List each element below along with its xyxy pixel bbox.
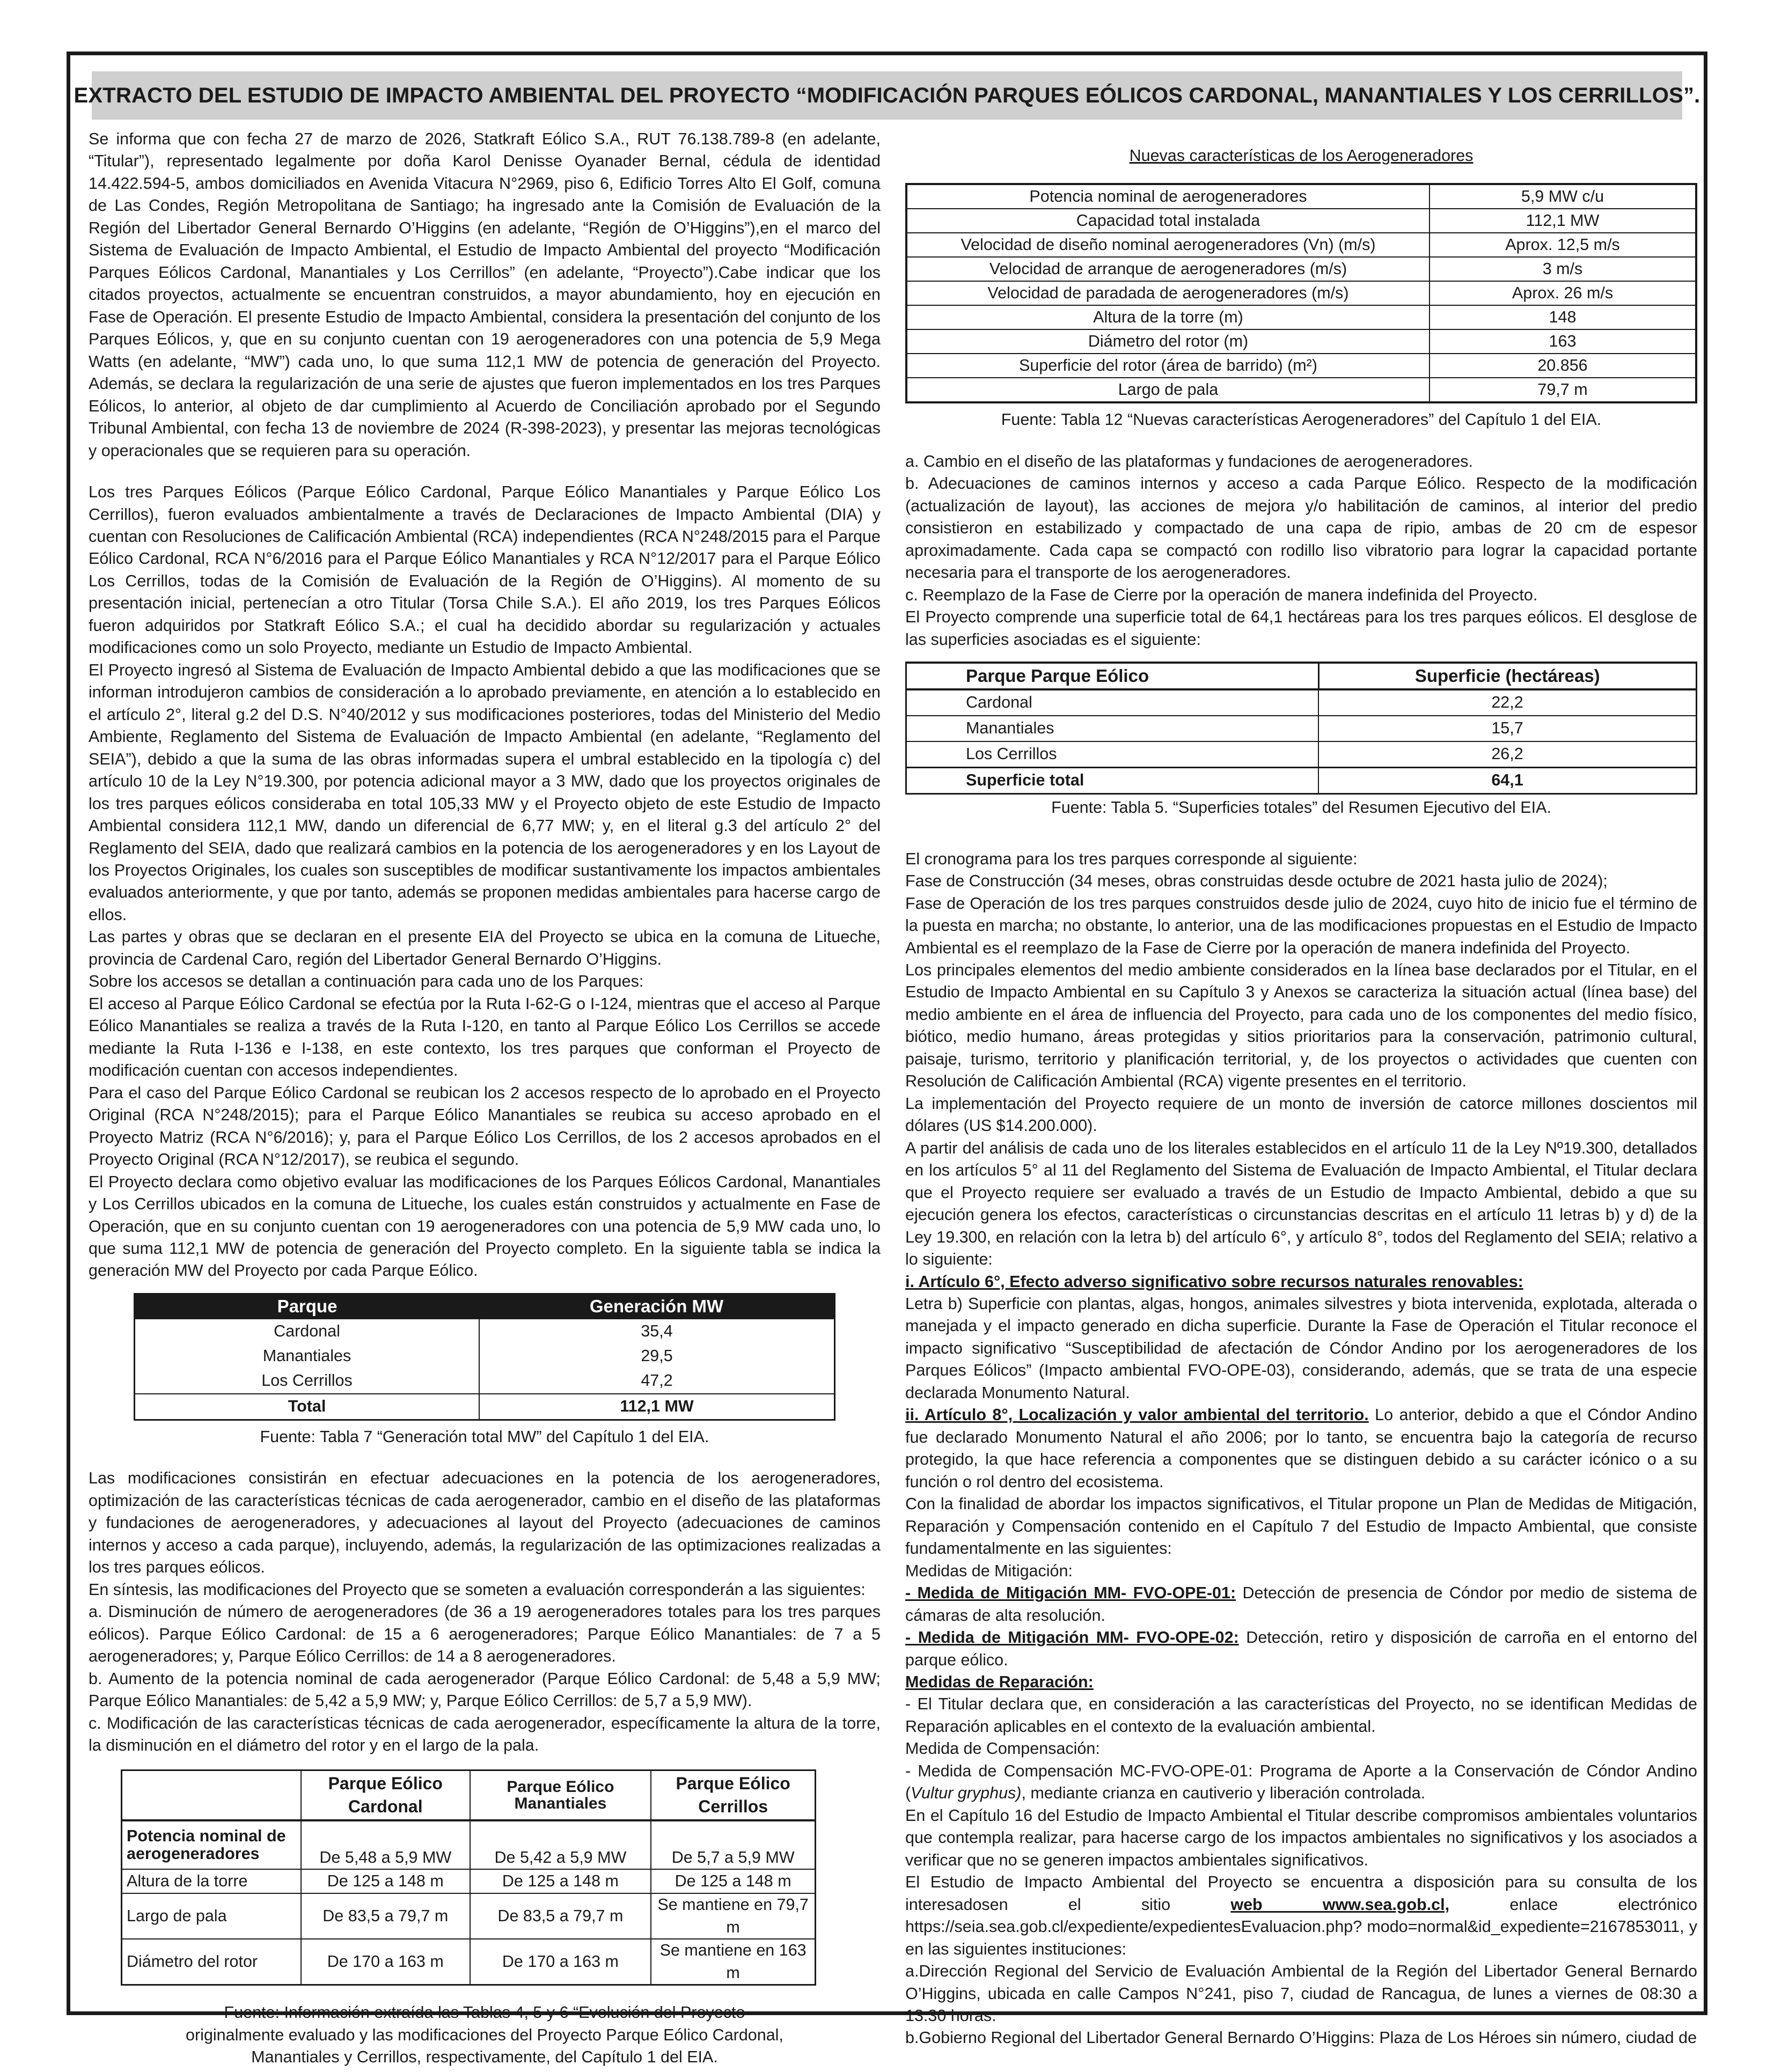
surface-value: 26,2 (1318, 741, 1697, 768)
generation-value: 47,2 (479, 1369, 835, 1394)
surface-table-caption: Fuente: Tabla 5. “Superficies totales” del Resumen Ejecutivo del EIA. (1051, 798, 1551, 817)
availability-text-c: enlace electrónico https://seia.sea.gob.cl/expediente/expedientesEvaluacion.php? modo=normal&id_expediente=2167853011, y en las siguientes instituciones: (905, 1895, 1697, 1958)
table-row (122, 1820, 816, 1869)
heading-reparation: Medidas de Reparación: (905, 1672, 1094, 1691)
features-table-caption: Fuente: Tabla 12 “Nuevas características Aerogeneradores” del Capítulo 1 del EIA. (1001, 410, 1602, 429)
paragraph-mod-b: b. Aumento de la potencia nominal de cada aerogenerador (Parque Eólico Cardonal: de 5,48 a 5,9 MW; Parque Eólico Manantiales: de 5,42 a 5,9 MW; y, Parque Eólico Cerrillos: de 5,7 a 5,9 MW). (89, 1669, 881, 1710)
feature-label: Diámetro del rotor (m) (906, 329, 1430, 354)
feature-value: 20.856 (1430, 354, 1696, 378)
comparison-cell: De 83,5 a 79,7 m (301, 1893, 470, 1939)
paragraph-letter-b: Letra b) Superficie con plantas, algas, hongos, animales silvestres y biota intervenida, explotada, alterada o manejada y el impacto generado en dicha superficie. Durante la Fase de Operación el Titular reconoce el impacto significativo “Susceptibilidad de afectación de Cóndor Andino por los aerogeneradores de los Parques Eólicos” (Impacto ambiental FVO-OPE-03), considerando, además, que se trata de una especie declarada Monumento Natural. (905, 1295, 1697, 1402)
paragraph-institution-a: a.Dirección Regional del Servicio de Evaluación Ambiental de la Región del Libertador General Bernardo O’Higgins, ubicada en calle Campos N°241, piso 7, ciudad de Rancagua, de lunes a viernes de 08:30 a 13:30 horas. (905, 1962, 1697, 2025)
right-column (905, 128, 1697, 2047)
paragraph-intro: Se informa que con fecha 27 de marzo de 2026, Statkraft Eólico S.A., RUT 76.138.789-8 (en adelante, “Titular”), representado legalmente por doña Karol Denisse Oyanader Bernal, cédula de identidad 14.422.594-5, ambos domiciliados en Avenida Vitacura N°2969, piso 6, Edificio Torres Alto El Golf, comuna de Las Condes, Región Metropolitana de Santiago; ha ingresado ante la Comisión de Evaluación de la Región del Libertador General Bernardo O’Higgins (en adelante, “Región de O’Higgins”),en el marco del Sistema de Evaluación de Impacto Ambiental, el Estudio de Impacto Ambiental del proyecto “Modificación Parques Eólicos Cardonal, Manantiales y Los Cerrillos” (en adelante, “Proyecto”).Cabe indicar que los citados proyectos, actualmente se encuentran construidos, a mayor abundamiento, hoy en ejecución en Fase de Operación. El presente Estudio de Impacto Ambiental, considera la presentación del conjunto de los Parques Eólicos, y, que en su conjunto cuentan con 19 aerogeneradores con una potencia de 5,9 Mega Watts (en adelante, “MW”) cada uno, lo que suma 112,1 MW de potencia de generación del Proyecto. Además, se declara la regularización de una serie de ajustes que fueron implementados en los tres Parques Eólicos, lo anterior, al objeto de dar cumplimiento al Acuerdo de Conciliación aprobado por el Segundo Tribunal Ambiental, con fecha 13 de noviembre de 2024 (R-398-2023), y presentar las mejoras tecnológicas y operacionales que se requieren para su operación. (89, 130, 881, 460)
surface-header-hectares: Superficie (hectáreas) (1318, 663, 1697, 689)
feature-value: 79,7 m (1430, 378, 1696, 402)
table-row (906, 354, 1696, 378)
paragraph-reparation: - El Titular declara que, en consideración a las características del Proyecto, no se identifican Medidas de Reparación aplicables en el contexto de la evaluación ambiental. (905, 1695, 1697, 1736)
comparison-caption-line-2: originalmente evaluado y las modificaciones del Proyecto Parque Eólico Cardonal, (186, 2025, 783, 2044)
comparison-cell: De 125 a 148 m (301, 1869, 470, 1893)
paragraph-access-routes: El acceso al Parque Eólico Cardonal se efectúa por la Ruta I-62-G o I-124, mientras que el acceso al Parque Eólico Manantiales se realiza a través de la Ruta I-120, en tanto al Parque Eólico Los Cerrillos se accede mediante la Ruta I-136 e I-138, en este contexto, los tres parques que conforman el Proyecto de modificación cuentan con accesos independientes. (89, 994, 881, 1080)
notice-title: EXTRACTO DEL ESTUDIO DE IMPACTO AMBIENTAL DEL PROYECTO “MODIFICACIÓN PARQUES EÓLICOS CARDONAL, MANANTIALES Y LOS CERRILLOS”. (92, 71, 1682, 120)
feature-label: Velocidad de diseño nominal aerogeneradores (Vn) (m/s) (906, 233, 1430, 257)
feature-label: Velocidad de arranque de aerogeneradores (m/s) (906, 257, 1430, 281)
features-table-title: Nuevas características de los Aerogeneradores (1129, 146, 1474, 165)
feature-label: Largo de pala (906, 378, 1430, 402)
sea-website-link[interactable]: web www.sea.gob.cl, (1230, 1895, 1450, 1914)
table-row (906, 741, 1697, 768)
paragraph-access-relocation: Para el caso del Parque Eólico Cardonal se reubican los 2 accesos respecto de lo aprobado en el Proyecto Original (RCA N°248/2015); para el Parque Eólico Manantiales se reubica su acceso aprobado en el Proyecto Matriz (RCA N°6/2016); y, para el Parque Eólico Los Cerrillos, de los 2 accesos aprobados en el Proyecto Original (RCA N°12/2017), se reubica el segundo. (89, 1083, 881, 1169)
table-row (135, 1319, 835, 1344)
feature-label: Capacidad total instalada (906, 209, 1430, 233)
paragraph-institution-b: b.Gobierno Regional del Libertador General Bernardo O’Higgins: Plaza de Los Héroes sin número, ciudad de (905, 2029, 1697, 2047)
table-row (906, 329, 1696, 354)
paragraph-measures-plan: Con la finalidad de abordar los impactos significativos, el Titular propone un Plan de Medidas de Mitigación, Reparación y Compensación contenido en el Capítulo 7 del Estudio de Impacto Ambiental, que consiste fundamentalmente en las siguientes: (905, 1495, 1697, 1558)
mitigation-1-text: Detección de presencia de Cóndor por medio de sistema de cámaras de alta resolución. (905, 1584, 1697, 1625)
generation-value: 29,5 (479, 1344, 835, 1369)
generation-table-caption: Fuente: Tabla 7 “Generación total MW” del Capítulo 1 del EIA. (260, 1427, 709, 1446)
table-row (135, 1369, 835, 1394)
left-column (89, 128, 881, 2066)
comparison-row-label: Diámetro del rotor (122, 1939, 302, 1985)
comparison-caption-line-3: Manantiales y Cerrillos, respectivamente, del Capítulo 1 del EIA. (251, 2047, 718, 2066)
features-table (905, 183, 1697, 403)
surface-total-value: 64,1 (1318, 768, 1697, 794)
table-row-total (135, 1394, 835, 1420)
surface-park: Los Cerrillos (906, 741, 1319, 768)
compensation-text-c: , mediante crianza en cautiverio y liberación controlada. (1021, 1784, 1426, 1803)
paragraph-mitigation-1 (905, 1582, 1697, 1627)
paragraph-mod-platforms: a. Cambio en el diseño de las plataformas y fundaciones de aerogeneradores. (905, 452, 1473, 471)
feature-value: 163 (1430, 329, 1696, 354)
paragraph-availability (905, 1871, 1697, 1960)
surface-park: Manantiales (906, 716, 1319, 741)
table-row (906, 184, 1696, 209)
mitigation-2-label: - Medida de Mitigación MM- FVO-OPE-02: (905, 1628, 1239, 1647)
generation-value: 35,4 (479, 1319, 835, 1344)
paragraph-construction-phase: Fase de Construcción (34 meses, obras construidas desde octubre de 2021 hasta julio de 2024); (905, 872, 1608, 891)
paragraph-operation-phase: Fase de Operación de los tres parques construidos desde julio de 2024, cuyo hito de inicio fue el término de la puesta en marcha; no obstante, lo anterior, una de las modificaciones propuestas en el Estudio de Impacto Ambiental es el reemplazo de la Fase de Cierre por la operación de manera indefinida del Proyecto. (905, 894, 1697, 957)
comparison-table (121, 1769, 816, 1986)
comparison-cell: De 5,42 a 5,9 MW (470, 1820, 651, 1869)
table-row (906, 689, 1697, 716)
comparison-row-label: Altura de la torre (122, 1869, 302, 1893)
generation-total-value: 112,1 MW (479, 1394, 835, 1420)
feature-value: Aprox. 12,5 m/s (1430, 233, 1696, 257)
comparison-cell: Se mantiene en 163 m (651, 1939, 815, 1985)
paragraph-objective: El Proyecto declara como objetivo evaluar las modificaciones de los Parques Eólicos Cardonal, Manantiales y Los Cerrillos ubicados en la comuna de Litueche, los cuales están construidos y actualmente en Fase de Operación, que en su conjunto cuentan con 19 aerogeneradores con una potencia de 5,9 MW cada uno, lo que suma 112,1 MW de potencia de generación del Proyecto completo. En la siguiente tabla se indica la generación MW del Proyecto por cada Parque Eólico. (89, 1172, 881, 1280)
generation-header-mw: Generación MW (479, 1294, 835, 1319)
generation-park: Manantiales (135, 1344, 480, 1369)
comparison-table-caption (89, 2002, 881, 2068)
comparison-cell: De 5,7 a 5,9 MW (651, 1820, 815, 1869)
table-row (906, 209, 1696, 233)
feature-value: 148 (1430, 305, 1696, 329)
table-row (122, 1893, 816, 1939)
paragraph-surface: El Proyecto comprende una superficie total de 64,1 hectáreas para los tres parques eólicos. El desglose de las superficies asociadas es el siguiente: (905, 608, 1697, 649)
surface-table (905, 662, 1697, 795)
paragraph-mod-a: a. Disminución de número de aerogeneradores (de 36 a 19 aerogeneradores totales para los tres parques eólicos). Parque Eólico Cardonal: de 15 a 6 aerogeneradores; Parque Eólico Manantiales: de 7 a 5 aerogeneradores; y, Parque Eólico Cerrillos: de 14 a 8 aerogeneradores. (89, 1603, 881, 1666)
table-row (906, 305, 1696, 329)
paragraph-schedule: El cronograma para los tres parques corresponde al siguiente: (905, 849, 1358, 868)
comparison-corner (122, 1770, 302, 1821)
comparison-cell: De 5,48 a 5,9 MW (301, 1820, 470, 1869)
paragraph-compensation (905, 1760, 1697, 1805)
comparison-cell: De 125 a 148 m (470, 1869, 651, 1893)
heading-article-6: i. Artículo 6°, Efecto adverso significativo sobre recursos naturales renovables: (905, 1272, 1523, 1291)
notice-frame (67, 52, 1707, 2066)
table-row (122, 1869, 816, 1893)
feature-label: Potencia nominal de aerogeneradores (906, 184, 1430, 209)
paragraph-mod-roads: b. Adecuaciones de caminos internos y acceso a cada Parque Eólico. Respecto de la modificación (actualización de layout), las acciones de mejora y/o habilitación de caminos, al interior del predio consistieron en estabilizado y compactado de una capa de ripio, ambas de 20 cm de espesor aproximadamente. Cada capa se compactó con rodillo liso vibratorio para lograr la capacidad portante necesaria para el transporte de los aerogeneradores. (905, 474, 1697, 582)
generation-header-park: Parque (135, 1294, 480, 1319)
table-row (906, 716, 1697, 741)
label-mitigation: Medidas de Mitigación: (905, 1561, 1073, 1580)
paragraph-article-11: A partir del análisis de cada uno de los literales establecidos en el artículo 11 de la Ley Nº19.300, detallados en los artículos 5° al 11 del Reglamento del Sistema de Evaluación de Impacto Ambiental, el Titular declara que el Proyecto requiere ser evaluado a través de un Estudio de Impacto Ambiental, debido a que su ejecución genera los efectos, características o circunstancias descritas en el artículo 11 letras b) y d) de la Ley 19.300, en relación con la letra b) del artículo 6°, y artículo 8°, todos del Reglamento del SEIA; relativo a lo siguiente: (905, 1138, 1697, 1269)
compensation-species: Vultur gryphus) (911, 1784, 1022, 1803)
paragraph-investment: La implementación del Proyecto requiere de un monto de inversión de catorce millones doscientos mil dólares (US $14.200.000). (905, 1094, 1697, 1135)
mitigation-2-text: Detección, retiro y disposición de carroña en el entorno del parque eólico. (905, 1628, 1697, 1669)
availability-text-a: El Estudio de Impacto Ambiental del Proyecto se encuentra a disposición para su consulta de los interesadosen el sitio (905, 1873, 1697, 1914)
table-row (906, 281, 1696, 305)
table-row (122, 1939, 816, 1985)
comparison-row-label: Largo de pala (122, 1893, 302, 1939)
paragraph-modifications: Las modificaciones consistirán en efectuar adecuaciones en la potencia de los aerogeneradores, optimización de las características técnicas de cada aerogenerador, cambio en el diseño de las plataformas y fundaciones de aerogeneradores, y adecuaciones al layout del Proyecto (adecuaciones de caminos internos y acceso a cada parque), incluyendo, además, la regularización de las optimizaciones realizadas a los tres parques eólicos. (89, 1469, 881, 1577)
table-row (906, 233, 1696, 257)
feature-label: Altura de la torre (m) (906, 305, 1430, 329)
feature-label: Velocidad de paradada de aerogeneradores (m/s) (906, 281, 1430, 305)
surface-park: Cardonal (906, 689, 1319, 716)
article-8-text: Lo anterior, debido a que el Cóndor Andino fue declarado Monumento Natural el año 2006; por lo tanto, se encuentra bajo la categoría de recurso protegido, la que hace referencia a componentes que se distinguen debido a su carácter icónico o a su función o rol dentro del ecosistema. (905, 1406, 1697, 1491)
comparison-cell: De 83,5 a 79,7 m (470, 1893, 651, 1939)
generation-table (134, 1293, 835, 1421)
paragraph-location: Las partes y obras que se declaran en el presente EIA del Proyecto se ubica en la comuna de Litueche, provincia de Cardenal Caro, región del Libertador General Bernardo O’Higgins. (89, 928, 881, 968)
paragraph-voluntary-commitments: En el Capítulo 16 del Estudio de Impacto Ambiental el Titular describe compromisos ambientales voluntarios que contempla realizar, para hacerse cargo de los impactos ambientales no significativos y los asociados a verificar que no se generen impactos ambientales significativos. (905, 1806, 1697, 1869)
surface-header-park: Parque Parque Eólico (906, 663, 1319, 689)
table-row (135, 1344, 835, 1369)
comparison-header-cardonal: Parque Eólico Cardonal (301, 1770, 470, 1821)
surface-value: 22,2 (1318, 689, 1697, 716)
paragraph-background: Los tres Parques Eólicos (Parque Eólico Cardonal, Parque Eólico Manantiales y Parque Eólico Los Cerrillos), fueron evaluados ambientalmente a través de Declaraciones de Impacto Ambiental (DIA) y cuentan con Resoluciones de Calificación Ambiental (RCA) independientes (RCA N°248/2015 para el Parque Eólico Cardonal, RCA N°6/2016 para el Parque Eólico Manantiales y RCA N°12/2017 para el Parque Eólico Los Cerrillos, todas de la Comisión de Evaluación de la Región de O’Higgins). Al momento de su presentación inicial, pertenecían a otro Titular (Torsa Chile S.A.). El año 2019, los tres Parques Eólicos fueron adquiridos por Statkraft Eólico S.A.; el cual ha decidido abordar su regularización y actuales modificaciones como un solo Proyecto, mediante un Estudio de Impacto Ambiental. (89, 483, 881, 657)
paragraph-seia-entry: El Proyecto ingresó al Sistema de Evaluación de Impacto Ambiental debido a que las modificaciones que se informan introdujeron cambios de consideración a lo aprobado previamente, en atención a lo establecido en el artículo 2°, literal g.2 del D.S. N°40/2012 y sus modificaciones posteriores, todas del Ministerio del Medio Ambiente, Reglamento del Sistema de Evaluación de Impacto Ambiental (en adelante, “Reglamento del SEIA”), debido a que la suma de las obras informadas supera el umbral establecido en la tipología c) del artículo 10 de la Ley N°19.300, por potencia adicional mayor a 3 MW, dado que los proyectos originales de los tres parques eólicos consideraba en total 105,33 MW y el Proyecto objeto de este Estudio de Impacto Ambiental considera 112,1 MW, dando un diferencial de 6,77 MW; y, en el literal g.3 del artículo 2° del Reglamento del SEIA, dado que realizará cambios en la potencia de los aerogeneradores y en los Layout de los Proyectos Originales, los cuales son susceptibles de modificar sustantivamente los impactos ambientales evaluados anteriormente, y que por tanto, además se proponen medidas ambientales para hacerse cargo de ellos. (89, 660, 881, 924)
comparison-cell: De 170 a 163 m (470, 1939, 651, 1985)
comparison-row-label: Potencia nominal de aerogeneradores (122, 1820, 302, 1869)
generation-total-label: Total (135, 1394, 480, 1420)
comparison-cell: Se mantiene en 79,7 m (651, 1893, 815, 1939)
paragraph-mitigation-2 (905, 1627, 1697, 1671)
generation-park: Los Cerrillos (135, 1369, 480, 1394)
comparison-cell: De 125 a 148 m (651, 1869, 815, 1893)
comparison-cell: De 170 a 163 m (301, 1939, 470, 1985)
paragraph-baseline: Los principales elementos del medio ambiente considerados en la línea base declarados por el Titular, en el Estudio de Impacto Ambiental en su Capítulo 3 y Anexos se caracteriza la situación actual (línea base) del medio ambiente en el área de influencia del Proyecto, para cada uno de los componentes del medio físico, biótico, medio humano, áreas protegidas y sitios prioritarios para la conservación, patrimonio cultural, paisaje, turismo, territorio y planificación territorial, y, de los proyectos o actividades que cuenten con Resolución de Calificación Ambiental (RCA) vigente presentes en el territorio. (905, 960, 1697, 1091)
comparison-header-manantiales: Parque Eólico Manantiales (470, 1770, 651, 1821)
paragraph-mod-closure: c. Reemplazo de la Fase de Cierre por la operación de manera indefinida del Proyecto. (905, 585, 1538, 604)
feature-label: Superficie del rotor (área de barrido) (m²) (906, 354, 1430, 378)
paragraph-access-intro: Sobre los accesos se detallan a continuación para cada uno de los Parques: (89, 972, 644, 991)
comparison-header-cerrillos: Parque Eólico Cerrillos (651, 1770, 815, 1821)
table-row (906, 378, 1696, 402)
feature-value: 112,1 MW (1430, 209, 1696, 233)
mitigation-1-label: - Medida de Mitigación MM- FVO-OPE-01: (905, 1584, 1236, 1603)
feature-value: Aprox. 26 m/s (1430, 281, 1696, 305)
paragraph-mod-c: c. Modificación de las características técnicas de cada aerogenerador, específicamente la altura de la torre, la disminución en el diámetro del rotor y en el largo de la pala. (89, 1714, 881, 1754)
feature-value: 3 m/s (1430, 257, 1696, 281)
paragraph-summary: En síntesis, las modificaciones del Proyecto que se someten a evaluación corresponderán a las siguientes: (89, 1580, 866, 1599)
compensation-text-a: - Medida de Compensación MC-FVO-OPE-01: Programa de Aporte a la Conservación de Cóndor Andino ( (905, 1761, 1697, 1803)
heading-article-8: ii. Artículo 8°, Localización y valor ambiental del territorio. (905, 1406, 1369, 1424)
generation-park: Cardonal (135, 1319, 480, 1344)
table-row (906, 257, 1696, 281)
label-compensation: Medida de Compensación: (905, 1739, 1100, 1758)
surface-value: 15,7 (1318, 716, 1697, 741)
comparison-caption-line-1: Fuente: Información extraída las Tablas 4, 5 y 6 “Evolución del Proyecto (224, 2003, 745, 2022)
paragraph-article-8 (905, 1404, 1697, 1493)
surface-total-label: Superficie total (906, 768, 1319, 794)
feature-value: 5,9 MW c/u (1430, 184, 1696, 209)
table-row-total (906, 768, 1697, 794)
